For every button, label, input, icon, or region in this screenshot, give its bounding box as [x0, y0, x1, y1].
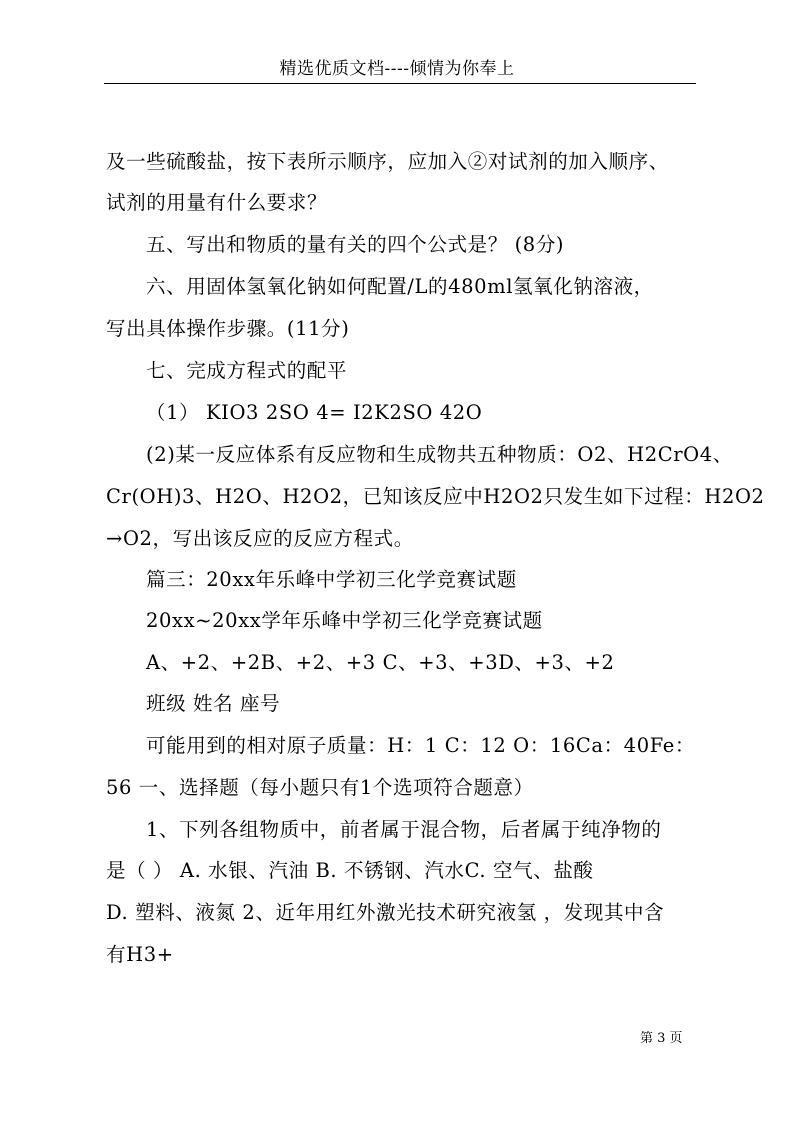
text-line: A、+2、+2B、+2、+3 C、+3、+3D、+3、+2: [146, 651, 615, 674]
text-line: 六、用固体氢氧化钠如何配置/L的480ml氢氧化钠溶液，: [146, 275, 654, 298]
text-line: 有H3+: [106, 943, 174, 966]
text-line: D. 塑料、液氮 2、近年用红外激光技术研究液氢 ，发现其中含: [106, 901, 665, 924]
text-line: （1） KIO3 2SO 4= I2K2SO 42O: [146, 401, 483, 424]
text-line: 56 一、选择题（每小题只有1个选项符合题意）: [106, 776, 534, 799]
text-line: Cr(OH)3、H2O、H2O2，已知该反应中H2O2只发生如下过程：H2O2: [106, 485, 765, 508]
text-line: →O2，写出该反应的反应方程式。: [106, 527, 414, 550]
text-line: 20xx~20xx学年乐峰中学初三化学竞赛试题: [146, 609, 543, 632]
text-line: 及一些硫酸盐，按下表所示顺序，应加入②对试剂的加入顺序、: [106, 150, 669, 173]
text-line: 班级 姓名 座号: [146, 692, 281, 715]
text-line: 七、完成方程式的配平: [146, 359, 348, 382]
text-line: 篇三：20xx年乐峰中学初三化学竞赛试题: [146, 568, 517, 591]
text-line: 五、写出和物质的量有关的四个公式是？ (8分): [146, 233, 565, 256]
page-number: 第 3 页: [640, 1031, 683, 1046]
header-divider: [104, 83, 696, 84]
text-line: 1、下列各组物质中，前者属于混合物，后者属于纯净物的: [146, 818, 662, 841]
text-line: 试剂的用量有什么要求？: [106, 191, 328, 214]
text-line: 是（ ） A. 水银、汽油 B. 不锈钢、汽水C. 空气、盐酸: [106, 859, 594, 882]
page-header-title: 精选优质文档----倾情为你奉上: [279, 59, 515, 79]
text-line: (2)某一反应体系有反应物和生成物共五种物质：O2、H2CrO4、: [146, 443, 733, 466]
text-line: 可能用到的相对原子质量：H：1 C：12 O：16Ca：40Fe：: [146, 734, 696, 757]
text-line: 写出具体操作步骤。(11分): [106, 317, 350, 340]
